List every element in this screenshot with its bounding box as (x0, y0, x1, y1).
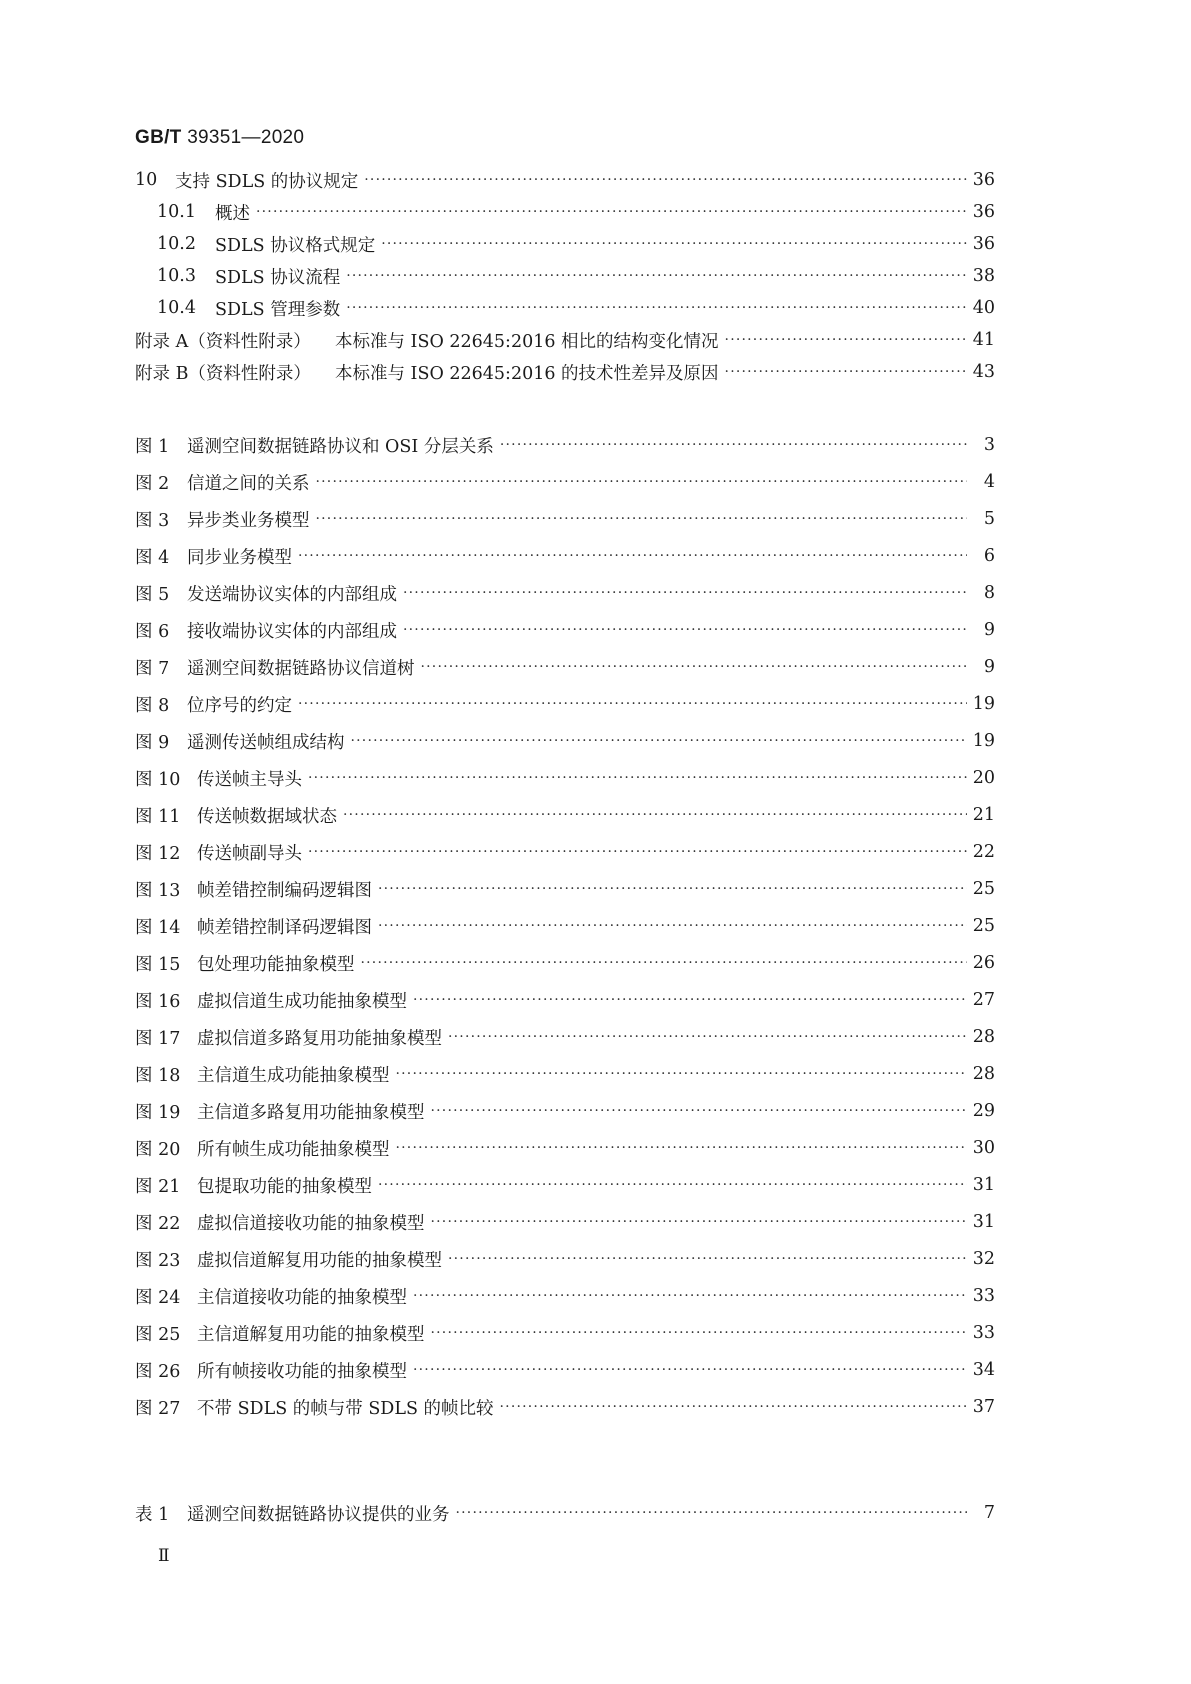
leader-dots (364, 172, 966, 188)
entry-page: 41 (972, 330, 995, 350)
leader-dots (308, 844, 967, 860)
entry-number: 图 12 (135, 843, 181, 864)
entry-page: 9 (983, 620, 995, 640)
entry-number: 图 26 (135, 1361, 181, 1382)
leader-dots (403, 622, 967, 638)
entry-number: 图 19 (135, 1102, 181, 1123)
toc-figure-4[interactable] (135, 543, 995, 569)
entry-page: 22 (972, 842, 995, 862)
leader-dots (346, 268, 967, 284)
entry-page: 33 (972, 1323, 995, 1343)
toc-figure-3[interactable] (135, 506, 995, 532)
entry-title: 接收端协议实体的内部组成 (187, 621, 397, 642)
entry-page: 31 (972, 1212, 995, 1232)
entry-title: SDLS 管理参数 (215, 299, 341, 320)
entry-page: 37 (972, 1397, 995, 1417)
toc-figure-21[interactable] (135, 1172, 995, 1198)
leader-dots (396, 1066, 967, 1082)
leader-dots (421, 659, 968, 675)
toc-figure-25[interactable] (135, 1320, 995, 1346)
leader-dots (456, 1505, 968, 1521)
leader-dots (500, 1399, 967, 1415)
entry-title: 包处理功能抽象模型 (197, 954, 355, 975)
entry-number: 图 9 (135, 732, 170, 753)
entry-page: 38 (972, 266, 995, 286)
leader-dots (298, 696, 967, 712)
page-number-footer: Ⅱ (158, 1546, 170, 1566)
entry-number: 图 23 (135, 1250, 181, 1271)
entry-title: 不带 SDLS 的帧与带 SDLS 的帧比较 (197, 1398, 494, 1419)
entry-number: 图 21 (135, 1176, 181, 1197)
entry-page: 29 (972, 1101, 995, 1121)
standard-code: 39351—2020 (187, 127, 305, 148)
entry-page: 28 (972, 1027, 995, 1047)
entry-page: 21 (972, 805, 995, 825)
toc-figure-15[interactable] (135, 950, 995, 976)
toc-figure-10[interactable] (135, 765, 995, 791)
entry-number: 10.2 (157, 234, 196, 254)
entry-page: 30 (972, 1138, 995, 1158)
entry-number: 图 18 (135, 1065, 181, 1086)
entry-title: 发送端协议实体的内部组成 (187, 584, 397, 605)
entry-number: 10.3 (157, 266, 196, 286)
entry-title: 包提取功能的抽象模型 (197, 1176, 372, 1197)
entry-number: 附录 A（资料性附录） (135, 331, 311, 352)
toc-figure-17[interactable] (135, 1024, 995, 1050)
leader-dots (346, 300, 967, 316)
entry-page: 3 (983, 435, 995, 455)
entry-page: 27 (972, 990, 995, 1010)
entry-number: 图 17 (135, 1028, 181, 1049)
entry-number: 10.1 (157, 202, 196, 222)
entry-page: 25 (972, 916, 995, 936)
toc-figure-16[interactable] (135, 987, 995, 1013)
entry-number: 图 15 (135, 954, 181, 975)
entry-number: 表 1 (135, 1504, 170, 1525)
entry-number: 图 3 (135, 510, 170, 531)
leader-dots (316, 511, 968, 527)
entry-title: 虚拟信道多路复用功能抽象模型 (197, 1028, 442, 1049)
leader-dots (500, 437, 967, 453)
entry-title: 主信道多路复用功能抽象模型 (197, 1102, 425, 1123)
standard-prefix: GB/T (135, 127, 182, 148)
toc-entry-10-3[interactable] (157, 263, 995, 289)
entry-page: 36 (972, 202, 995, 222)
leader-dots (413, 1362, 967, 1378)
leader-dots (378, 881, 967, 897)
leader-dots (431, 1325, 967, 1341)
entry-title: SDLS 协议格式规定 (215, 235, 376, 256)
leader-dots (448, 1251, 967, 1267)
entry-title: 遥测空间数据链路协议提供的业务 (187, 1504, 450, 1525)
entry-title: 传送帧副导头 (197, 843, 302, 864)
toc-entry-10-4[interactable] (157, 295, 995, 321)
toc-figure-20[interactable] (135, 1135, 995, 1161)
entry-title: 主信道接收功能的抽象模型 (197, 1287, 407, 1308)
toc-figure-12[interactable] (135, 839, 995, 865)
leader-dots (431, 1103, 967, 1119)
entry-title: 同步业务模型 (187, 547, 292, 568)
entry-title: 传送帧数据域状态 (197, 806, 337, 827)
toc-figure-9[interactable] (135, 728, 995, 754)
leader-dots (413, 1288, 967, 1304)
entry-page: 26 (972, 953, 995, 973)
toc-figure-11[interactable] (135, 802, 995, 828)
entry-page: 6 (983, 546, 995, 566)
entry-page: 7 (983, 1503, 995, 1523)
entry-title: SDLS 协议流程 (215, 267, 341, 288)
entry-number: 图 27 (135, 1398, 181, 1419)
entry-title: 虚拟信道生成功能抽象模型 (197, 991, 407, 1012)
leader-dots (378, 1177, 967, 1193)
toc-figure-24[interactable] (135, 1283, 995, 1309)
entry-title: 所有帧生成功能抽象模型 (197, 1139, 390, 1160)
entry-title: 位序号的约定 (187, 695, 292, 716)
entry-title: 异步类业务模型 (187, 510, 310, 531)
entry-page: 28 (972, 1064, 995, 1084)
entry-number: 图 5 (135, 584, 170, 605)
entry-number: 图 25 (135, 1324, 181, 1345)
toc-figure-22[interactable] (135, 1209, 995, 1235)
entry-page: 4 (983, 472, 995, 492)
toc-table-1[interactable] (135, 1500, 995, 1526)
entry-page: 19 (972, 731, 995, 751)
entry-number: 图 22 (135, 1213, 181, 1234)
leader-dots (378, 918, 967, 934)
entry-number: 图 2 (135, 473, 170, 494)
leader-dots (725, 364, 967, 380)
leader-dots (725, 332, 967, 348)
toc-figure-7[interactable] (135, 654, 995, 680)
entry-number: 图 10 (135, 769, 181, 790)
entry-title: 帧差错控制编码逻辑图 (197, 880, 372, 901)
leader-dots (351, 733, 967, 749)
toc-figure-14[interactable] (135, 913, 995, 939)
leader-dots (413, 992, 967, 1008)
entry-number: 图 13 (135, 880, 181, 901)
leader-dots (381, 236, 967, 252)
entry-number: 图 7 (135, 658, 170, 679)
entry-page: 34 (972, 1360, 995, 1380)
entry-number: 图 8 (135, 695, 170, 716)
entry-title: 概述 (215, 203, 250, 224)
entry-page: 31 (972, 1175, 995, 1195)
toc-figure-19[interactable] (135, 1098, 995, 1124)
leader-dots (308, 770, 967, 786)
document-header (135, 127, 304, 149)
leader-dots (361, 955, 967, 971)
entry-page: 33 (972, 1286, 995, 1306)
toc-figure-8[interactable] (135, 691, 995, 717)
toc-entry-appendix-b[interactable] (135, 359, 995, 385)
entry-title: 所有帧接收功能的抽象模型 (197, 1361, 407, 1382)
entry-page: 20 (972, 768, 995, 788)
toc-entry-10-1[interactable] (157, 199, 995, 225)
entry-title: 本标准与 ISO 22645:2016 的技术性差异及原因 (335, 363, 719, 384)
entry-title: 帧差错控制译码逻辑图 (197, 917, 372, 938)
entry-title: 本标准与 ISO 22645:2016 相比的结构变化情况 (335, 331, 719, 352)
leader-dots (396, 1140, 967, 1156)
entry-title: 支持 SDLS 的协议规定 (175, 171, 359, 192)
entry-title: 主信道生成功能抽象模型 (197, 1065, 390, 1086)
entry-number: 10.4 (157, 298, 196, 318)
entry-page: 36 (972, 234, 995, 254)
entry-page: 32 (972, 1249, 995, 1269)
entry-number: 图 4 (135, 547, 170, 568)
entry-number: 图 1 (135, 436, 170, 457)
entry-number: 附录 B（资料性附录） (135, 363, 311, 384)
entry-title: 虚拟信道接收功能的抽象模型 (197, 1213, 425, 1234)
toc-entry-appendix-a[interactable] (135, 327, 995, 353)
entry-title: 遥测空间数据链路协议信道树 (187, 658, 415, 679)
entry-number: 10 (135, 170, 158, 190)
entry-number: 图 14 (135, 917, 181, 938)
entry-page: 36 (972, 170, 995, 190)
entry-title: 遥测空间数据链路协议和 OSI 分层关系 (187, 436, 494, 457)
leader-dots (448, 1029, 967, 1045)
toc-figure-23[interactable] (135, 1246, 995, 1272)
entry-page: 8 (983, 583, 995, 603)
toc-figure-13[interactable] (135, 876, 995, 902)
toc-figure-5[interactable] (135, 580, 995, 606)
entry-title: 虚拟信道解复用功能的抽象模型 (197, 1250, 442, 1271)
entry-page: 9 (983, 657, 995, 677)
entry-page: 40 (972, 298, 995, 318)
entry-number: 图 24 (135, 1287, 181, 1308)
toc-figure-27[interactable] (135, 1394, 995, 1420)
leader-dots (256, 204, 967, 220)
entry-title: 信道之间的关系 (187, 473, 310, 494)
toc-figure-18[interactable] (135, 1061, 995, 1087)
entry-title: 传送帧主导头 (197, 769, 302, 790)
entry-page: 25 (972, 879, 995, 899)
toc-figure-26[interactable] (135, 1357, 995, 1383)
entry-number: 图 6 (135, 621, 170, 642)
toc-figure-6[interactable] (135, 617, 995, 643)
entry-number: 图 20 (135, 1139, 181, 1160)
leader-dots (343, 807, 967, 823)
leader-dots (403, 585, 967, 601)
leader-dots (431, 1214, 967, 1230)
entry-title: 遥测传送帧组成结构 (187, 732, 345, 753)
entry-page: 19 (972, 694, 995, 714)
leader-dots (298, 548, 967, 564)
entry-title: 主信道解复用功能的抽象模型 (197, 1324, 425, 1345)
entry-page: 43 (972, 362, 995, 382)
toc-entry-10[interactable] (135, 167, 995, 193)
toc-figure-2[interactable] (135, 469, 995, 495)
toc-figure-1[interactable] (135, 432, 995, 458)
toc-entry-10-2[interactable] (157, 231, 995, 257)
entry-number: 图 16 (135, 991, 181, 1012)
entry-number: 图 11 (135, 806, 181, 827)
entry-page: 5 (983, 509, 995, 529)
leader-dots (316, 474, 968, 490)
